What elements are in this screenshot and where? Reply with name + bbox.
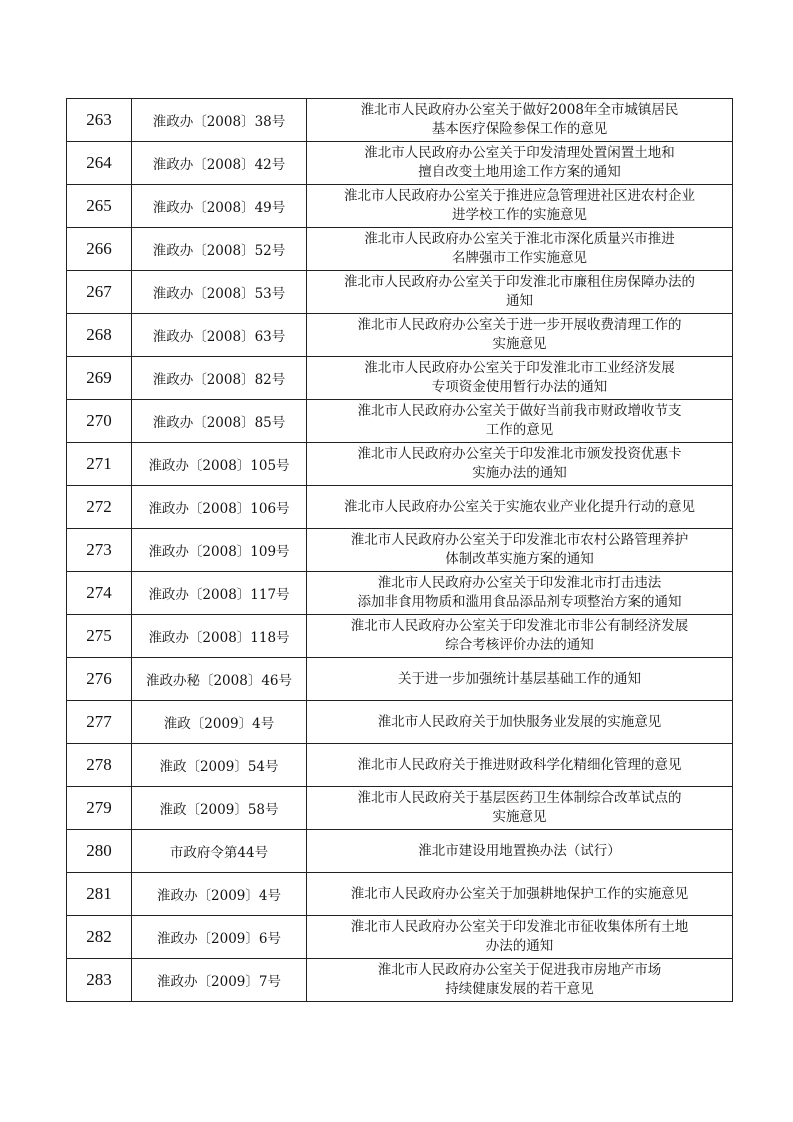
document-title (307, 314, 733, 357)
table-row (67, 830, 733, 873)
document-title (307, 99, 733, 142)
row-number: 272 (67, 486, 132, 529)
document-title-line: 擅自改变土地用途工作方案的通知 (418, 164, 621, 180)
document-title (307, 529, 733, 572)
row-number: 271 (67, 443, 132, 486)
row-number: 280 (67, 830, 132, 873)
document-title-line: 淮北市人民政府办公室关于印发淮北市农村公路管理养护 (350, 532, 689, 548)
document-code: 淮政〔2009〕58号 (132, 787, 307, 830)
document-code: 淮政办〔2008〕109号 (132, 529, 307, 572)
document-code: 淮政办〔2008〕38号 (132, 99, 307, 142)
document-title (307, 185, 733, 228)
document-title-line: 淮北市人民政府关于加快服务业发展的实施意见 (377, 713, 662, 730)
row-number: 279 (67, 787, 132, 830)
table-body (67, 99, 733, 1002)
document-title-line: 淮北市人民政府关于基层医药卫生体制综合改革试点的 (357, 790, 682, 806)
document-title-line: 基本医疗保险参保工作的意见 (431, 121, 608, 137)
row-number: 275 (67, 615, 132, 658)
table-row (67, 271, 733, 314)
document-title-line: 淮北市建设用地置换办法（试行） (418, 842, 621, 859)
document-title-line: 淮北市人民政府办公室关于促进我市房地产市场 (377, 962, 662, 978)
document-title (307, 400, 733, 443)
document-code: 淮政办〔2008〕118号 (132, 615, 307, 658)
document-title (307, 830, 733, 873)
table-row (67, 572, 733, 615)
document-title-line: 淮北市人民政府办公室关于印发淮北市工业经济发展 (364, 360, 675, 376)
document-title-line: 办法的通知 (485, 938, 554, 954)
document-title-line: 淮北市人民政府办公室关于印发淮北市廉租住房保障办法的 (344, 274, 695, 290)
document-title-line: 淮北市人民政府办公室关于推进应急管理进社区进农村企业 (344, 188, 695, 204)
document-code: 淮政办〔2008〕52号 (132, 228, 307, 271)
document-title-line: 实施意见 (492, 809, 547, 825)
table-row (67, 228, 733, 271)
row-number: 278 (67, 744, 132, 787)
row-number: 269 (67, 357, 132, 400)
document-title-line: 淮北市人民政府办公室关于实施农业产业化提升行动的意见 (344, 498, 695, 515)
document-title-line: 体制改革实施方案的通知 (445, 551, 594, 567)
document-title-line: 淮北市人民政府办公室关于淮北市深化质量兴市推进 (364, 231, 675, 247)
document-title-line: 淮北市人民政府办公室关于印发淮北市颁发投资优惠卡 (357, 446, 682, 462)
document-title (307, 357, 733, 400)
document-code: 淮政办〔2009〕6号 (132, 916, 307, 959)
table-row (67, 658, 733, 701)
document-code: 淮政办秘〔2008〕46号 (132, 658, 307, 701)
table-row (67, 701, 733, 744)
row-number: 265 (67, 185, 132, 228)
document-code: 淮政办〔2008〕49号 (132, 185, 307, 228)
table-row (67, 357, 733, 400)
document-title-line: 添加非食用物质和滥用食品添品剂专项整治方案的通知 (357, 594, 682, 610)
table-row (67, 959, 733, 1002)
table-row (67, 314, 733, 357)
table-row (67, 916, 733, 959)
table-row (67, 185, 733, 228)
document-code: 淮政办〔2008〕106号 (132, 486, 307, 529)
row-number: 283 (67, 959, 132, 1002)
document-title-line: 综合考核评价办法的通知 (445, 637, 594, 653)
document-title-line: 实施办法的通知 (472, 465, 567, 481)
document-title (307, 959, 733, 1002)
document-title (307, 615, 733, 658)
document-code: 淮政〔2009〕4号 (132, 701, 307, 744)
table-row (67, 400, 733, 443)
row-number: 276 (67, 658, 132, 701)
document-title-line: 淮北市人民政府办公室关于加强耕地保护工作的实施意见 (350, 885, 689, 902)
document-title-line: 进学校工作的实施意见 (452, 207, 587, 223)
document-title (307, 486, 733, 529)
document-title-line: 名牌强市工作实施意见 (452, 250, 587, 266)
row-number: 277 (67, 701, 132, 744)
table-row (67, 873, 733, 916)
table-row (67, 99, 733, 142)
row-number: 273 (67, 529, 132, 572)
document-code: 淮政办〔2008〕117号 (132, 572, 307, 615)
document-title-line: 专项资金使用暂行办法的通知 (431, 379, 608, 395)
document-code: 淮政〔2009〕54号 (132, 744, 307, 787)
document-title (307, 271, 733, 314)
document-title-line: 淮北市人民政府办公室关于做好当前我市财政增收节支 (357, 403, 682, 419)
row-number: 267 (67, 271, 132, 314)
table-row (67, 615, 733, 658)
document-code: 淮政办〔2008〕85号 (132, 400, 307, 443)
row-number: 270 (67, 400, 132, 443)
document-code: 淮政办〔2008〕63号 (132, 314, 307, 357)
document-title-line: 淮北市人民政府办公室关于进一步开展收费清理工作的 (357, 317, 682, 333)
table-row (67, 443, 733, 486)
document-title-line: 持续健康发展的若干意见 (445, 981, 594, 997)
document-title-line: 淮北市人民政府办公室关于做好2008年全市城镇居民 (360, 102, 679, 118)
document-title (307, 572, 733, 615)
document-code: 淮政办〔2008〕82号 (132, 357, 307, 400)
document-title (307, 701, 733, 744)
document-title (307, 142, 733, 185)
document-title (307, 443, 733, 486)
document-title-line: 关于进一步加强统计基层基础工作的通知 (398, 670, 641, 687)
document-title (307, 744, 733, 787)
document-code: 市政府令第44号 (132, 830, 307, 873)
table-row (67, 529, 733, 572)
document-title-line: 工作的意见 (485, 422, 554, 438)
document-title-line: 淮北市人民政府办公室关于印发淮北市征收集体所有土地 (350, 919, 689, 935)
document-title (307, 787, 733, 830)
row-number: 282 (67, 916, 132, 959)
document-title (307, 228, 733, 271)
document-title (307, 916, 733, 959)
document-title-line: 淮北市人民政府办公室关于印发淮北市非公有制经济发展 (350, 618, 689, 634)
row-number: 268 (67, 314, 132, 357)
table-row (67, 787, 733, 830)
document-code: 淮政办〔2008〕42号 (132, 142, 307, 185)
document-code: 淮政办〔2008〕53号 (132, 271, 307, 314)
document-title (307, 658, 733, 701)
document-list-table (66, 98, 733, 1002)
table-row (67, 486, 733, 529)
row-number: 266 (67, 228, 132, 271)
document-title-line: 淮北市人民政府办公室关于印发淮北市打击违法 (377, 575, 662, 591)
row-number: 263 (67, 99, 132, 142)
row-number: 274 (67, 572, 132, 615)
document-title (307, 873, 733, 916)
row-number: 281 (67, 873, 132, 916)
document-title-line: 淮北市人民政府关于推进财政科学化精细化管理的意见 (357, 756, 682, 773)
document-code: 淮政办〔2009〕4号 (132, 873, 307, 916)
table-row (67, 142, 733, 185)
document-title-line: 淮北市人民政府办公室关于印发清理处置闲置土地和 (364, 145, 675, 161)
document-title-line: 实施意见 (492, 336, 547, 352)
document-title-line: 通知 (506, 293, 533, 309)
row-number: 264 (67, 142, 132, 185)
document-code: 淮政办〔2009〕7号 (132, 959, 307, 1002)
document-code: 淮政办〔2008〕105号 (132, 443, 307, 486)
table-row (67, 744, 733, 787)
